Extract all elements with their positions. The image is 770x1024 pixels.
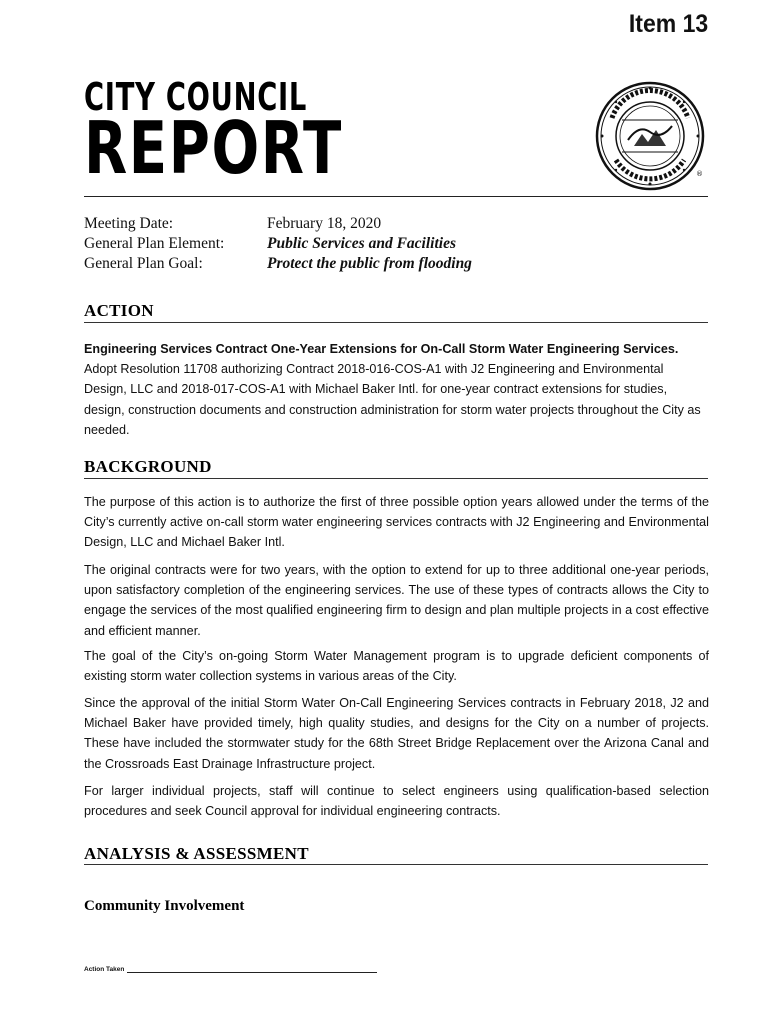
action-taken-field	[84, 965, 377, 973]
background-paragraph-2: The original contracts were for two years, with the option to extend for up to three additional one-year periods, upon satisfactory completion of the engineering services. The use of these types of contracts allows the City to engage the services of the most qualified engineering firm to design and plan multiple projects in a cost effective and efficient manner.	[84, 563, 709, 638]
action-rule	[84, 322, 708, 323]
svg-text:®: ®	[696, 170, 703, 178]
plan-goal-value: Protect the public from flooding	[267, 255, 472, 272]
action-paragraph	[84, 339, 709, 440]
action-lead: Engineering Services Contract One-Year Extensions for On-Call Storm Water Engineering Services.	[84, 342, 679, 356]
meeting-date-value: February 18, 2020	[267, 215, 382, 232]
action-taken-label: Action Taken	[84, 966, 125, 973]
plan-element-row	[84, 234, 472, 254]
city-seal-icon	[594, 80, 706, 192]
background-paragraph-3: The goal of the City’s on-going Storm Water Management program is to upgrade deficient components of existing storm water collection systems in various areas of the City.	[84, 649, 709, 684]
title-city-council: CITY COUNCIL	[84, 75, 308, 119]
plan-element-label: General Plan Element:	[84, 235, 225, 252]
item-number: Item 13	[628, 10, 708, 38]
plan-goal-row	[84, 254, 472, 274]
action-taken-line	[127, 965, 377, 973]
background-paragraph-1: The purpose of this action is to authorize the first of three possible option years allowed under the terms of the City’s currently active on-call storm water engineering services contracts with J2 Engineering and Environmental Design, LLC and Michael Baker Intl.	[84, 495, 709, 550]
action-body: Adopt Resolution 11708 authorizing Contract 2018-016-COS-A1 with J2 Engineering and Environmental Design, LLC and 2018-017-COS-A1 with Michael Baker Intl. for one-year contract extensions for studies, design, construction documents and construction administration for storm water projects throughout the City as needed.	[84, 362, 701, 437]
background-rule	[84, 478, 708, 479]
meeting-date-row	[84, 214, 472, 234]
action-heading: ACTION	[84, 301, 154, 320]
plan-element-value: Public Services and Facilities	[267, 235, 456, 252]
report-title	[84, 75, 416, 190]
header-rule	[84, 196, 708, 197]
community-involvement-heading: Community Involvement	[84, 898, 245, 914]
background-heading: BACKGROUND	[84, 457, 212, 476]
meeting-date-label: Meeting Date:	[84, 215, 174, 232]
plan-goal-label: General Plan Goal:	[84, 255, 203, 272]
background-paragraph-5: For larger individual projects, staff will continue to select engineers using qualification-based selection procedures and seek Council approval for individual engineering contracts.	[84, 784, 709, 819]
analysis-rule	[84, 864, 708, 865]
meeting-info	[84, 214, 472, 274]
title-report: REPORT	[84, 106, 343, 190]
analysis-heading: ANALYSIS & ASSESSMENT	[84, 844, 309, 863]
background-paragraph-4: Since the approval of the initial Storm Water On-Call Engineering Services contracts in February 2018, J2 and Michael Baker have provided timely, high quality studies, and designs for the City on a number of projects. These have included the stormwater study for the 68th Street Bridge Replacement over the Arizona Canal and the Crossroads East Drainage Infrastructure project.	[84, 696, 709, 771]
